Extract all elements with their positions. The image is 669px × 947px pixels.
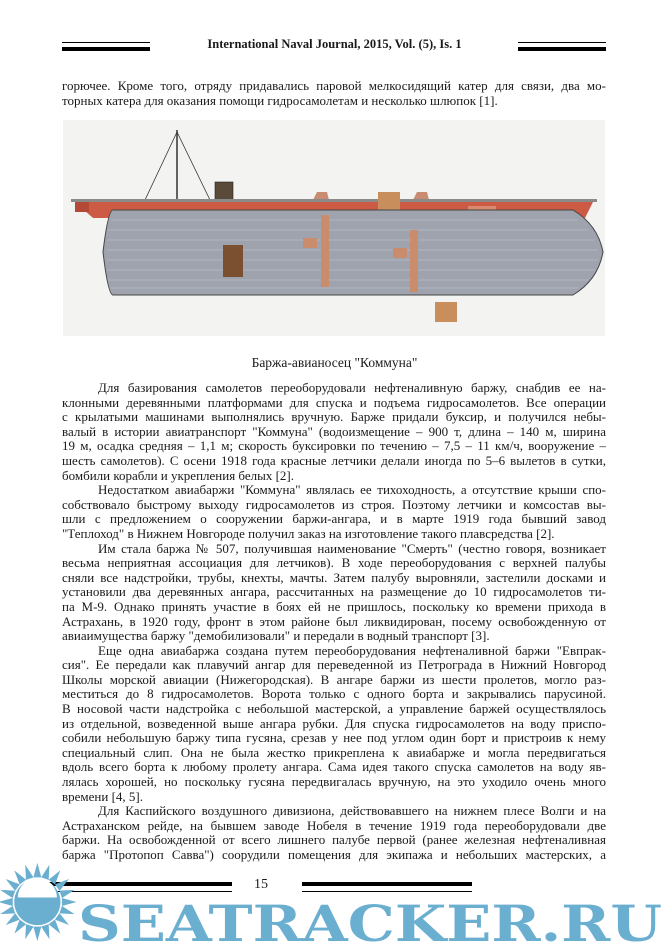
sun-ray <box>55 913 69 925</box>
sun-ray <box>41 924 49 939</box>
footer-rule-right-thick <box>302 882 472 886</box>
text-line: клонными деревянными платформами для спуска и подъема гидросамолетов. Все операции <box>62 394 606 410</box>
text-line: Астрахань, в 1920 году, фронт в этом районе был ликвидирован, посему освобожденную от <box>62 613 606 629</box>
sun-ray <box>59 890 74 898</box>
sun-ray <box>14 870 26 884</box>
sun-ray <box>6 879 20 891</box>
sun-ray <box>0 906 15 914</box>
text-line: Им стала баржа № 507, получившая наименование "Смерть" (честно говоря, возникает <box>98 540 606 556</box>
text-line: времени [4, 5]. <box>62 788 143 804</box>
text-line: собили небольшую баржу типа гусяна, срезав у нее под углом один борт и пристроив к нему <box>62 730 606 746</box>
text-line: шли с предложением о сооружении баржи-ангара, и в марте 1919 года бывший завод <box>62 511 606 527</box>
sun-ray <box>0 898 13 906</box>
paragraph-2 <box>62 483 606 541</box>
text-line: "Теплоход" в Нижнем Новгороде получил заказ на изготовление такого плавсредства [2]. <box>62 525 555 541</box>
page-number: 15 <box>254 877 268 892</box>
sun-ray <box>62 898 77 906</box>
svg-text:SEATRACKER.RU: SEATRACKER.RU <box>78 897 662 945</box>
sun-ray <box>25 865 33 880</box>
header-rule-right-thin <box>518 42 606 43</box>
text-line: сия". Ее передали как плавучий ангар для переведенной из Петрограда в Нижний Новгород <box>62 657 606 673</box>
paragraph-1 <box>62 381 606 483</box>
sun-ray <box>25 924 33 939</box>
barge-illustration <box>63 120 605 336</box>
text-line: горючее. Кроме того, отряду придавались паровой мелкосидящий катер для связи, два мо- <box>62 78 606 93</box>
text-line: весьма неприятная ассоциация для летчиков). В ходе переоборудования с верхней палубы <box>62 555 606 571</box>
text-line: Для Каспийского воздушного дивизиона, действовавшего на нижнем плесе Волги и на <box>98 803 606 819</box>
sun-ray <box>41 865 49 880</box>
sun-ray <box>49 870 61 884</box>
sun-ray <box>49 920 61 934</box>
text-line: торных катера для оказания помощи гидросамолетам и несколько шлюпок [1]. <box>62 92 498 108</box>
text-line: установили два деревянных ангара, рассчитанных на размещение до 10 гидросамолетов ти- <box>62 584 606 600</box>
text-line: Еще одна авиабаржа создана путем переоборудования нефтеналивной баржи "Евпрак- <box>98 642 606 658</box>
sun-ray <box>59 906 74 914</box>
journal-header: International Naval Journal, 2015, Vol. (5), Is. 1 <box>207 37 462 51</box>
text-line: валый в истории авиатранспорт "Коммуна" (водоизмещение – 900 т, длина – 140 м, ширина <box>62 423 606 439</box>
text-line: В носовой части надстройка с небольшой мастерской, а управление баржей осуществлялось <box>62 701 606 717</box>
paragraph-5 <box>62 804 606 862</box>
text-line: лялась хорошей, но поскольку гусяна передвигалась вручную, на это уходило очень много <box>62 774 606 790</box>
footer-rule-right-thin <box>302 891 472 892</box>
text-line: баржа "Протопоп Савва") соорудили помещения для экипажа и небольших мастерских, а <box>62 847 606 862</box>
text-line: Астраханском рейде, на бывшем заводе Нобеля в течение 1919 года переоборудовали две <box>62 817 606 833</box>
text-line: 19 м, осадка средняя – 1,1 м; скорость буксировки по течению – 7,5 – 11 км/ч, вооружение – <box>62 438 606 454</box>
paragraph-3 <box>62 542 606 644</box>
sun-ray <box>33 863 41 878</box>
text-line: шесть самолетов). С осени 1918 года красные летчики делали иногда по 5–6 вылетов в сутки, <box>62 452 606 468</box>
sun-ray <box>33 927 41 942</box>
text-line: вдоль всего борта к любому пролету ангара. Сама идея такого спуска самолетов на воду яв- <box>62 759 606 775</box>
intro-paragraph <box>62 79 606 108</box>
text-line: с крылатыми машинами выполнялись вручную. Барже придали буксир, и получился небы- <box>62 409 606 425</box>
body-text <box>62 381 606 863</box>
text-line: меститься до 8 гидросамолетов. Ворота только с одного борта и закрывались парусиной. <box>62 686 606 702</box>
text-line: Школы морской авиации (Нижегородская). В ангаре баржи из шести пролетов, могло раз- <box>62 671 606 687</box>
figure-caption: Баржа-авианосец "Коммуна" <box>251 355 418 370</box>
sun-ray <box>14 920 26 934</box>
sun-logo-icon <box>0 860 80 944</box>
text-line: па М-9. Однако принять участие в боях ей не пришлось, поскольку ко времени прихода в <box>62 598 606 614</box>
text-line: баржи. На освобожденной от всего лишнего палубе первой (ранее железная нефтеналивная <box>62 832 606 848</box>
text-line: Недостатком авиабаржи "Коммуна" являлась ее тихоходность, а отсутствие крыши спо- <box>98 482 606 498</box>
text-line: Для базирования самолетов переоборудовали нефтеналивную баржу, снабдив ее на- <box>98 380 606 395</box>
text-line: сняли все надстройки, трубы, кнехты, мачты. Затем палубу выровняли, застелили досками и <box>62 569 606 585</box>
side-view <box>71 130 597 218</box>
sun-ray <box>0 890 15 898</box>
header-rule-right-thick <box>518 47 606 51</box>
paragraph-4 <box>62 644 606 805</box>
sun-ray <box>6 913 20 925</box>
watermark-logo <box>78 897 664 945</box>
text-line: собствовало быстрому выходу гидросамолетов из строя. Поэтому летчики и комсостав вы- <box>62 496 606 512</box>
text-line: специальный слип. Она не была жестко прикреплена к авиабарже и могла передвигаться <box>62 744 606 760</box>
text-line: из отдельной, возведенной выше ангара рубки. Для спуска гидросамолетов на воду приспо- <box>62 715 606 731</box>
top-view <box>103 192 603 322</box>
text-line: авиаимущества баржу "демобилизовали" и передали в водный транспорт [3]. <box>62 628 490 644</box>
text-line: бомбили корабли и укрепления белых [2]. <box>62 467 295 483</box>
sun-ray <box>55 879 69 891</box>
